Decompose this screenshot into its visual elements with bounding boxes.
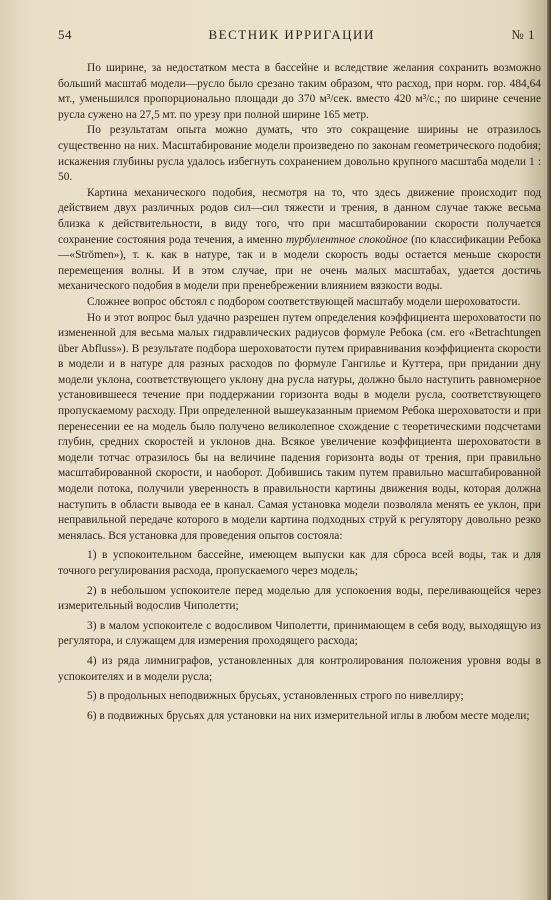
article-body (58, 61, 541, 724)
list-item: 2) в небольшом успокоителе перед моделью для успокоения воды, переливающейся через измерительный водослив Чиполетти; (58, 584, 541, 613)
paragraph: По ширине, за недостатком места в бассейне и вследствие желания сохранить возможно больший масштаб модели—русло было срезано таким образом, что расход, при норм. гор. 484,64 мт., уменьшился пропорционально площади до 370 м³/сек. вместо 420 м³/с.; по ширине сечение русла сужено на 27,5 мт. по урезу при полной ширине 165 метр. (58, 62, 541, 121)
list-item: 6) в подвижных брусьях для установки на них измерительной иглы в любом месте модели; (87, 709, 530, 722)
paragraph: Сложнее вопрос обстоял с подбором соответствующей масштабу модели шероховатости. (87, 295, 521, 308)
list-item: 1) в успокоительном бассейне, имеющем выпуски как для сброса всей воды, так и для точного регулирования расхода, пропускаемого через модель; (58, 549, 541, 577)
page-number: 54 (58, 27, 72, 42)
paragraph: Но и этот вопрос был удачно разрешен путем определения коэффициента шероховатости по измененной для весьма малых гидравлических радиусов формуле Ребока (см. его «Betrachtungen über Abfluss»). В результате подбора шероховатости путем приравнивания коэффициента скорости в модели и в натуре для разных расходов по формуле Гангилье и Куттера, при придании дну модели уклона, соответствующего уклону дна русла натуры, должно было наступить равномерное установившееся течение при поддержании горизонта воды в модели русла, соответствующего пропускаемому расходу. При определенной вышеуказанным приемом Ребока шероховатости и при перенесении ее на модель было получено великолепное схождение с теоретическими подсчетами глубин, средних скоростей и уклонов дна. Всякое увеличение коэффициента шероховатости в модели тотчас отразилось бы на величине падения горизонта воды от трения, при правильно масштабированной скорости, и наоборот. Добившись таким путем правильно масштабированной модели потока, получили уверенность в правильности картины движения воды, которая должна наступить в области вывода ее в канал. Самая установка модели позволяла менять ее уклон, при неправильной передаче которого в модели картина подходных струй к регулятору довольно резко менялась. Вся установка для проведения опытов состояла: (58, 311, 541, 542)
list-item: 4) из ряда лимниграфов, установленных для контролирования положения уровня воды в успокоителях и в модели русла; (58, 654, 541, 683)
journal-title: ВЕСТНИК ИРРИГАЦИИ (208, 27, 375, 42)
page-edge-shadow (547, 0, 551, 900)
issue-number: № 1 (511, 27, 535, 42)
list-item: 3) в малом успокоителе с водосливом Чиполетти, принимающем в себя воду, выходящую из регулятора, и служащем для измерения проходящего расхода; (58, 619, 541, 648)
list-item: 5) в продольных неподвижных брусьях, установленных строго по нивеллиру; (87, 690, 464, 703)
running-header (58, 27, 541, 43)
paragraph: Картина механического подобия, несмотря на то, что здесь движение происходит под действием двух различных родов сил—сил тяжести и трения, в данном случае также весьма близка к действительности, в виду того, что при масштабировании скорости получается сохранение состояния рода течения, а именно турбулентное спокойное (по классификации Ребока—«Strömen»), т. к. как в натуре, так и в модели скорость воды остается меньше скорости перемещения волны. И в этом случае, при не очень малых масштабах, удается достичь механического подобия в модели при пренебрежении влиянием вязкости воды. (58, 186, 542, 293)
emphasized-term: турбулентное спокойное (285, 233, 408, 246)
paragraph: По результатам опыта можно думать, что это сокращение ширины не отразилось существенно на них. Масштабирование модели произведено по законам геометрического подобия; искажения глубины русла удалось избегнуть сохранением довольно крупного масштаба модели 1 : 50. (58, 124, 541, 184)
